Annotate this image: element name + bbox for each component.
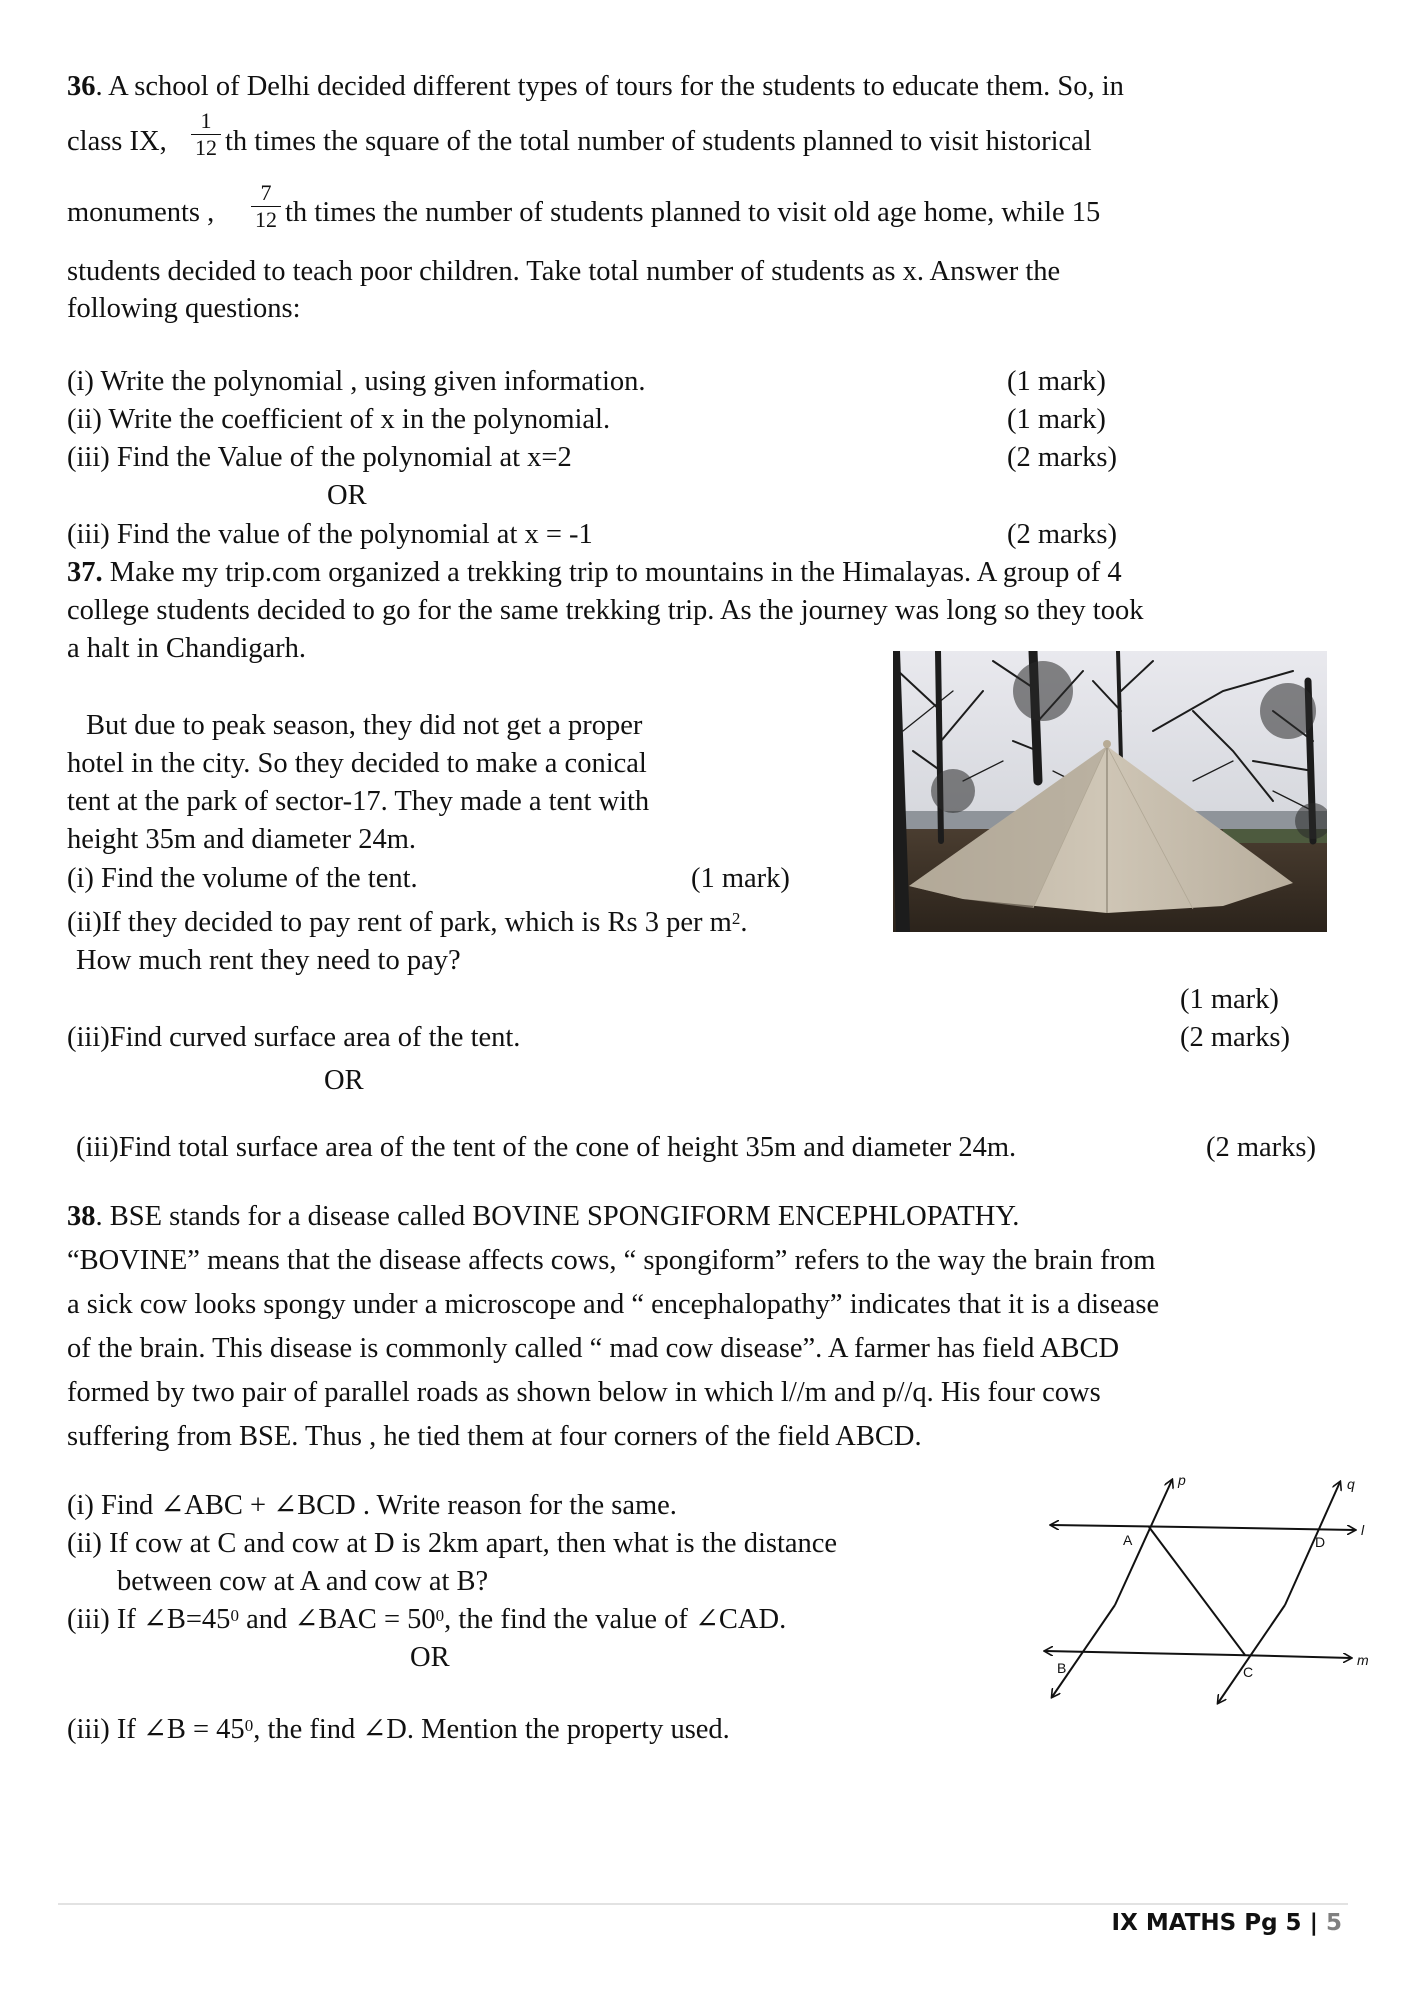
q38-part-i: (i) Find ∠ABC + ∠BCD . Write reason for the same. xyxy=(67,1490,677,1521)
svg-text:l: l xyxy=(1361,1522,1365,1538)
q37-part-iii-alt-marks: (2 marks) xyxy=(1206,1132,1317,1163)
q38-part-ii: (ii) If cow at C and cow at D is 2km apart, then what is the distance xyxy=(67,1528,838,1559)
q38-line2: “BOVINE” means that the disease affects cows, “ spongiform” refers to the way the brain from xyxy=(67,1245,1156,1276)
q36-line1: 36. A school of Delhi decided different types of tours for the students to educate them. So, in xyxy=(67,71,1124,102)
q36-part-iii: (iii) Find the Value of the polynomial at x=2 xyxy=(67,442,572,473)
q37-line3: a halt in Chandigarh. xyxy=(67,633,307,664)
q37-line1: 37. Make my trip.com organized a trekking trip to mountains in the Himalayas. A group of 4 xyxy=(67,557,1122,588)
q36-line5: following questions: xyxy=(67,293,301,324)
svg-text:p: p xyxy=(1178,1472,1186,1488)
q37-line2: college students decided to go for the same trekking trip. As the journey was long so they took xyxy=(67,595,1144,626)
page-footer: IX MATHS Pg 5 | 5 xyxy=(1111,1910,1342,1936)
q36-line4: students decided to teach poor children. Take total number of students as x. Answer the xyxy=(67,256,1061,287)
tent-photo xyxy=(893,651,1327,932)
q36-line2-post: th times the square of the total number of students planned to visit historical xyxy=(225,126,1092,157)
page-number: 5 xyxy=(1325,1910,1342,1936)
q38-part-iii: (iii) If $\angle B=45^0$ and ∠BAC = $50^0$, the find the value of ∠CAD. xyxy=(67,1604,787,1635)
point-d-label: D xyxy=(1315,1534,1326,1550)
q37-para-3: tent at the park of sector-17. They made a tent with xyxy=(67,786,650,817)
q38-line3: a sick cow looks spongy under a microscope and “ encephalopathy” indicates that it is a disease xyxy=(67,1289,1160,1320)
q38-number: 38 xyxy=(67,1201,96,1232)
q36-line2-pre: class IX, xyxy=(67,126,167,157)
q38-or: OR xyxy=(410,1642,450,1673)
q37-part-ii-line2: How much rent they need to pay? xyxy=(76,945,461,976)
q37-or: OR xyxy=(324,1065,364,1096)
q37-para-2: hotel in the city. So they decided to make a conical xyxy=(67,748,647,779)
q36-part-i-marks: (1 mark) xyxy=(1007,366,1106,397)
q38-part-ii-line2: between cow at A and cow at B? xyxy=(117,1566,489,1597)
q38-line4: of the brain. This disease is commonly called “ mad cow disease”. A farmer has field ABCD xyxy=(67,1333,1120,1364)
q37-part-i-marks: (1 mark) xyxy=(691,863,790,894)
q36-number: 36 xyxy=(67,71,96,102)
q37-part-iii-alt: (iii)Find total surface area of the tent of the cone of height 35m and diameter 24m. xyxy=(76,1132,1017,1163)
point-c-label: C xyxy=(1243,1664,1254,1680)
q38-line5: formed by two pair of parallel roads as shown below in which l//m and p//q. His four cows xyxy=(67,1377,1101,1408)
q37-number: 37. xyxy=(67,557,103,588)
point-b-label: B xyxy=(1057,1660,1067,1676)
footer-rule xyxy=(58,1903,1348,1905)
q38-line1: 38. BSE stands for a disease called BOVINE SPONGIFORM ENCEPHLOPATHY. xyxy=(67,1201,1020,1232)
fraction-1-12: $\frac{1}{12}$ xyxy=(191,110,221,159)
q36-part-iii-alt: (iii) Find the value of the polynomial at x = -1 xyxy=(67,519,593,550)
q36-part-ii: (ii) Write the coefficient of x in the polynomial. xyxy=(67,404,611,435)
q38-line6: suffering from BSE. Thus , he tied them at four corners of the field ABCD. xyxy=(67,1421,922,1452)
q36-line3-pre: monuments , xyxy=(67,197,215,228)
q36-line3-post: th times the number of students planned to visit old age home, while 15 xyxy=(285,197,1101,228)
q37-part-ii-marks: (1 mark) xyxy=(1180,984,1279,1015)
q38-part-iii-alt: (iii) If ∠B = $45^0$, the find ∠D. Mention the property used. xyxy=(67,1714,730,1745)
q36-or: OR xyxy=(327,480,367,511)
q36-part-ii-marks: (1 mark) xyxy=(1007,404,1106,435)
q36-part-iii-alt-marks: (2 marks) xyxy=(1007,519,1118,550)
q37-para-4: height 35m and diameter 24m. xyxy=(67,824,417,855)
q36-part-iii-marks: (2 marks) xyxy=(1007,442,1118,473)
q37-part-i: (i) Find the volume of the tent. xyxy=(67,863,418,894)
svg-text:q: q xyxy=(1347,1476,1355,1492)
parallel-lines-diagram xyxy=(1035,1465,1390,1715)
q36-part-i: (i) Write the polynomial , using given information. xyxy=(67,366,646,397)
q37-part-ii: (ii)If they decided to pay rent of park, which is Rs 3 per $m^2$. xyxy=(67,907,748,938)
fraction-7-12: $\frac{7}{12}$ xyxy=(251,182,281,231)
svg-text:m: m xyxy=(1357,1652,1369,1668)
q37-part-iii-marks: (2 marks) xyxy=(1180,1022,1291,1053)
q37-para-1: But due to peak season, they did not get a proper xyxy=(86,710,643,741)
point-a-label: A xyxy=(1123,1532,1133,1548)
q37-part-iii: (iii)Find curved surface area of the tent. xyxy=(67,1022,521,1053)
